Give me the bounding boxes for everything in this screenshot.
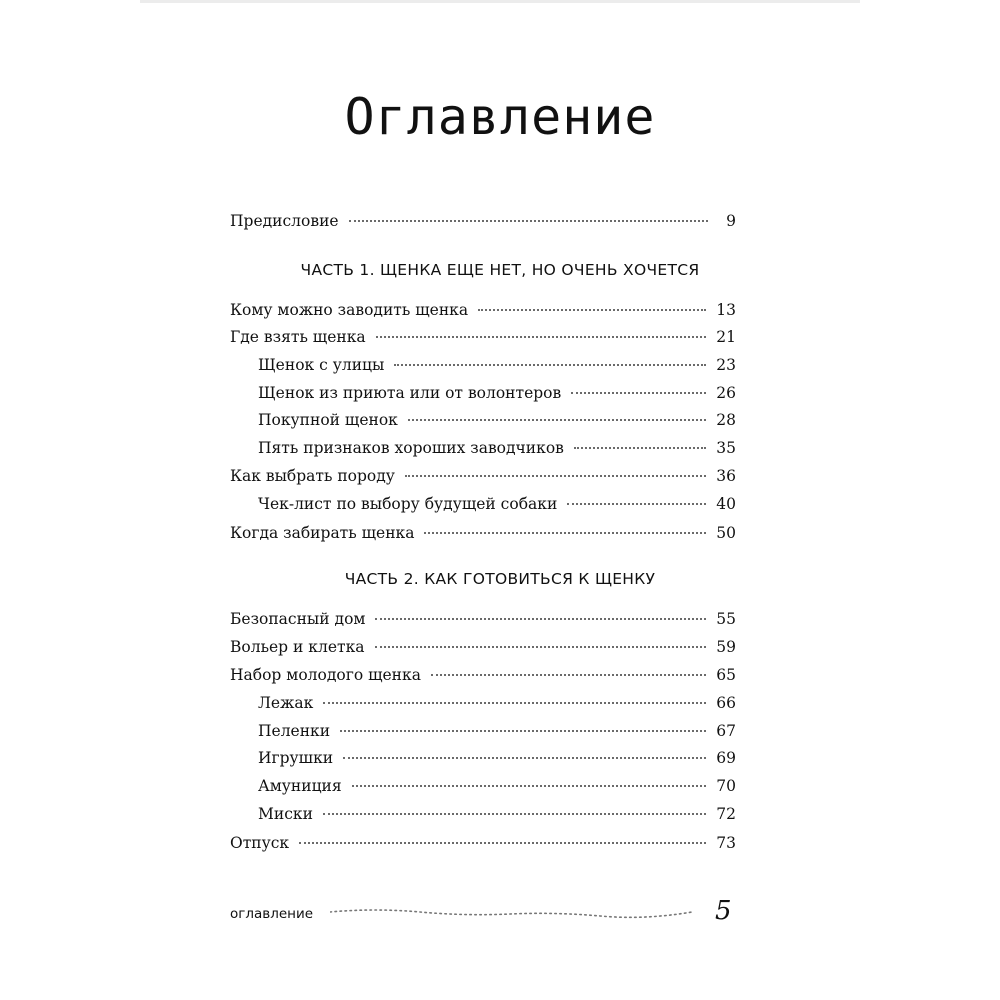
toc-entry [230, 463, 736, 489]
toc-leader-dots [352, 785, 707, 787]
toc-leader-dots [376, 336, 707, 338]
toc-leader-dots [408, 419, 706, 421]
toc-entry [230, 662, 736, 688]
toc-entry-label: Пеленки [258, 722, 331, 740]
page-number: 5 [715, 896, 732, 926]
toc-subentry [258, 380, 736, 406]
toc-leader-dots [323, 813, 706, 815]
toc-entry-page: 65 [716, 666, 736, 684]
page-top-edge [140, 0, 860, 3]
toc-entry-label: Пять признаков хороших заводчиков [258, 439, 564, 457]
toc-entry [230, 830, 736, 856]
toc-entry-page: 21 [716, 328, 736, 346]
toc-leader-dots [567, 503, 706, 505]
toc-leader-dots [571, 392, 706, 394]
toc-entry-page: 72 [716, 805, 736, 823]
toc-entry-label: Игрушки [258, 749, 334, 767]
toc-entry [230, 324, 736, 350]
toc-entry-page: 23 [716, 356, 736, 374]
toc-entry-page: 28 [716, 411, 736, 429]
toc-entry-label: Вольер и клетка [230, 638, 365, 656]
page-title: Оглавление [344, 88, 656, 146]
part-2-heading: ЧАСТЬ 2. КАК ГОТОВИТЬСЯ К ЩЕНКУ [344, 570, 656, 588]
toc-subentry [258, 801, 736, 827]
toc-entry-label: Амуниция [258, 777, 342, 795]
toc-leader-dots [375, 618, 706, 620]
toc-entry-page: 35 [716, 439, 736, 457]
toc-leader-dots [375, 646, 707, 648]
toc-entry-label: Щенок из приюта или от волонтеров [258, 384, 562, 402]
footer-wavy-dotted-line [330, 906, 692, 922]
toc-subentry [258, 491, 736, 517]
toc-entry-preface [230, 208, 736, 234]
toc-entry-label: Предисловие [230, 212, 339, 230]
toc-entry-label: Как выбрать породу [230, 467, 395, 485]
toc-leader-dots [405, 475, 706, 477]
toc-subentry [258, 718, 736, 744]
toc-leader-dots [349, 220, 708, 222]
toc-entry [230, 520, 736, 546]
toc-entry-label: Набор молодого щенка [230, 666, 421, 684]
toc-leader-dots [394, 364, 706, 366]
toc-entry-label: Лежак [258, 694, 314, 712]
toc-entry-page: 70 [716, 777, 736, 795]
toc-entry-page: 36 [716, 467, 736, 485]
toc-entry-page: 50 [716, 524, 736, 542]
toc-leader-dots [478, 309, 706, 311]
toc-subentry [258, 773, 736, 799]
toc-entry-page: 69 [716, 749, 736, 767]
toc-leader-dots [340, 730, 706, 732]
toc-entry-page: 40 [716, 495, 736, 513]
toc-entry-page: 66 [716, 694, 736, 712]
toc-leader-dots [299, 842, 706, 844]
toc-entry-page: 13 [716, 301, 736, 319]
toc-entry [230, 634, 736, 660]
toc-entry-label: Покупной щенок [258, 411, 398, 429]
toc-leader-dots [343, 757, 706, 759]
toc-entry-page: 67 [716, 722, 736, 740]
toc-entry-page: 59 [716, 638, 736, 656]
toc-subentry [258, 745, 736, 771]
toc-subentry [258, 407, 736, 433]
toc-entry-page: 26 [716, 384, 736, 402]
toc-entry-label: Щенок с улицы [258, 356, 385, 374]
toc-entry [230, 297, 736, 323]
toc-entry-label: Миски [258, 805, 313, 823]
toc-subentry [258, 435, 736, 461]
toc-subentry [258, 690, 736, 716]
toc-leader-dots [424, 532, 706, 534]
toc-entry-label: Кому можно заводить щенка [230, 301, 469, 319]
toc-entry-label: Когда забирать щенка [230, 524, 415, 542]
toc-entry-label: Где взять щенка [230, 328, 366, 346]
toc-subentry [258, 352, 736, 378]
toc-entry-page: 55 [716, 610, 736, 628]
toc-leader-dots [323, 702, 706, 704]
toc-leader-dots [431, 674, 706, 676]
running-footer-label: оглавление [230, 906, 314, 922]
toc-entry-page: 73 [716, 834, 736, 852]
toc-entry-label: Отпуск [230, 834, 290, 852]
toc-leader-dots [574, 447, 706, 449]
part-1-heading: ЧАСТЬ 1. ЩЕНКА ЕЩЕ НЕТ, НО ОЧЕНЬ ХОЧЕТСЯ [300, 261, 700, 279]
toc-entry [230, 606, 736, 632]
toc-entry-page: 9 [726, 212, 736, 230]
toc-entry-label: Чек-лист по выбору будущей собаки [258, 495, 558, 513]
toc-entry-label: Безопасный дом [230, 610, 366, 628]
